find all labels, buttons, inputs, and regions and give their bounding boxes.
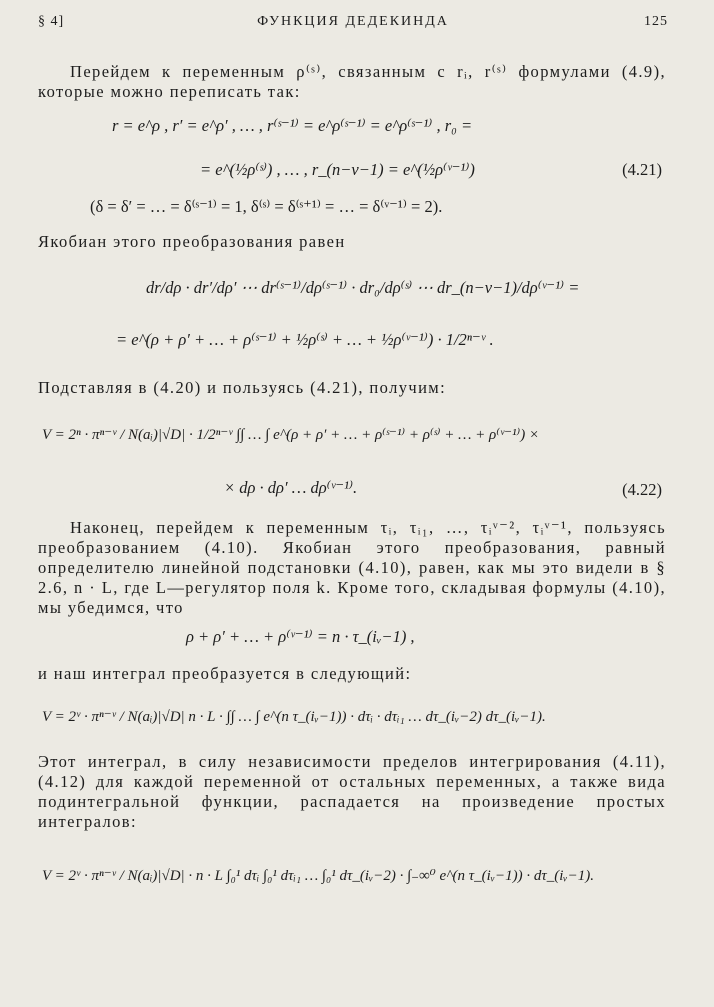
paragraph-intro: Перейдем к переменным ρ⁽ˢ⁾, связанным с rᵢ, r⁽ˢ⁾ формулами (4.9), которые можно переписать так: — [38, 62, 666, 101]
page-number: 125 — [644, 14, 668, 29]
equation-number-4-21: (4.21) — [622, 160, 662, 179]
equation-4-21-delta: (δ = δ′ = … = δ⁽ˢ⁻¹⁾ = 1, δ⁽ˢ⁾ = δ⁽ˢ⁺¹⁾ = … = δ⁽ᵛ⁻¹⁾ = 2). — [90, 197, 443, 216]
running-title: ФУНКЦИЯ ДЕДЕКИНДА — [257, 14, 449, 29]
paragraph-product: Этот интеграл, в силу независимости пределов интегрирования (4.11), (4.12) для каждой переменной от остальных переменных, а также вида подинтегральной функции, распадается на произведение простых интегралов: — [38, 752, 666, 831]
jacobian-line1: dr/dρ · dr′/dρ′ ⋯ dr⁽ˢ⁻¹⁾/dρ⁽ˢ⁻¹⁾ · dr₀/dρ⁽ˢ⁾ ⋯ dr_(n−ν−1)/dρ⁽ᵛ⁻¹⁾ = — [146, 278, 580, 297]
paragraph-finally: Наконец, перейдем к переменным τᵢ, τᵢ₁, …, τᵢᵛ⁻², τᵢᵛ⁻¹, пользуясь преобразованием (4.10). Якобиан этого преобразования, равный определителю линейной подстановки (4.10), равен, как мы это видели в § 2.6, n · L, где L—регулятор поля k. Кроме того, складывая формулы (4.10), мы убедимся, что — [38, 518, 666, 617]
equation-4-21-line2: = e^(½ρ⁽ˢ⁾) , … , r_(n−ν−1) = e^(½ρ⁽ᵛ⁻¹⁾) — [200, 160, 475, 179]
paragraph-substitute: Подставляя в (4.20) и пользуясь (4.21), получим: — [38, 378, 447, 397]
sum-equation: ρ + ρ′ + … + ρ⁽ᵛ⁻¹⁾ = n · τ_(iᵥ−1) , — [186, 627, 415, 646]
product-integrals-equation: V = 2ᵛ · πⁿ⁻ᵛ / N(aᵢ)|√D| · n · L ∫₀¹ dτᵢ ∫₀¹ dτᵢ₁ … ∫₀¹ dτ_(iᵥ−2) · ∫₋∞⁰ e^(n τ_(iᵥ−1)) · dτ_(iᵥ−1). — [42, 868, 594, 884]
equation-4-22-line2: × dρ · dρ′ … dρ⁽ᵛ⁻¹⁾. — [224, 478, 358, 497]
paragraph-jacobian: Якобиан этого преобразования равен — [38, 232, 346, 251]
running-header — [38, 14, 668, 36]
section-ref: § 4] — [38, 14, 65, 29]
jacobian-line2: = e^(ρ + ρ′ + … + ρ⁽ˢ⁻¹⁾ + ½ρ⁽ˢ⁾ + … + ½ρ⁽ᵛ⁻¹⁾) · 1/2ⁿ⁻ᵛ . — [116, 330, 494, 349]
equation-4-22-line1: V = 2ⁿ · πⁿ⁻ᵛ / N(aᵢ)|√D| · 1/2ⁿ⁻ᵛ ∫∫ … ∫ e^(ρ + ρ′ + … + ρ⁽ˢ⁻¹⁾ + ρ⁽ˢ⁾ + … + ρ⁽ᵛ⁻¹⁾) × — [42, 427, 540, 443]
paragraph-transforms: и наш интеграл преобразуется в следующий: — [38, 664, 412, 683]
integral-tau-equation: V = 2ᵛ · πⁿ⁻ᵛ / N(aᵢ)|√D| n · L · ∫∫ … ∫ e^(n τ_(iᵥ−1)) · dτᵢ · dτᵢ₁ … dτ_(iᵥ−2) dτ_(iᵥ−1). — [42, 709, 546, 725]
equation-number-4-22: (4.22) — [622, 480, 662, 499]
equation-4-21-line1: r = e^ρ , r′ = e^ρ′ , … , r⁽ˢ⁻¹⁾ = e^ρ⁽ˢ⁻¹⁾ = e^ρ⁽ˢ⁻¹⁾ , r₀ = — [112, 116, 473, 135]
